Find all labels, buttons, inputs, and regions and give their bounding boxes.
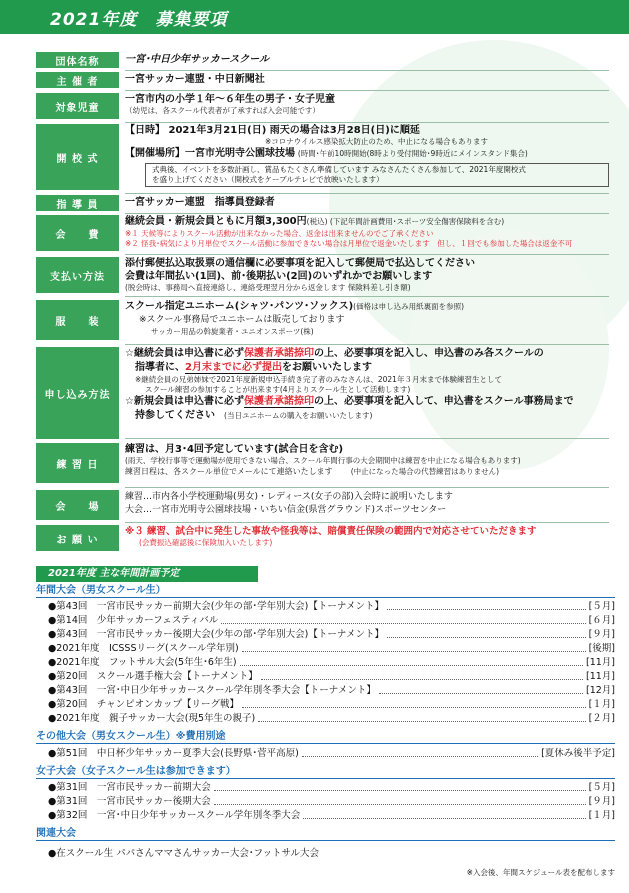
coach-text: 一宮サッカー連盟 指導員登録者: [125, 197, 275, 208]
apply-a2-red: 2月末までに必ず提出: [185, 362, 282, 373]
event-month: [５月]: [588, 601, 615, 612]
divider: [125, 213, 609, 214]
apply-a1-post: の上、必要事項を記入し、申込書のみ各スクールの: [313, 348, 544, 359]
leader-dots: [261, 671, 583, 680]
divider: [125, 487, 609, 488]
leader-dots: [214, 782, 586, 791]
event-item: [48, 657, 615, 669]
leader-dots: [242, 643, 586, 652]
uniform-line-3: サッカー用品の斡旋業者・ユニオンスポーツ(株): [151, 327, 314, 336]
venue-line-1: 練習…市内各小学校運動場(男女)・レディース(女子の部)入会時に説明いたします: [125, 492, 453, 502]
divider: [125, 193, 609, 194]
leader-dots: [240, 657, 583, 666]
event-month: [後期]: [588, 643, 615, 654]
event-name: ●第31回 一宮市民サッカー後期大会: [48, 796, 211, 807]
event-month: [２月]: [588, 713, 615, 724]
event-month: [12月]: [585, 685, 615, 696]
label-fee: 会 費: [36, 215, 119, 251]
apply-a1-red: 保護者承諾捺印: [243, 348, 314, 359]
event-name: ●第43回 一宮市民サッカー前期大会(少年の部･学年別大会)【トーナメント】: [48, 601, 384, 612]
event-name: ●2021年度 ICSSSリーグ(スクール学年別): [48, 643, 239, 654]
event-item: [48, 643, 615, 655]
leader-dots: [242, 699, 586, 708]
label-uniform: 服 装: [36, 300, 119, 340]
event-item: [48, 713, 615, 725]
event-item: [48, 615, 615, 627]
leader-dots: [303, 810, 585, 819]
event-name: ●第20回 スクール選手権大会【トーナメント】: [48, 671, 258, 682]
event-name: ●在スクール生 パパさんママさんサッカー大会･フットサル大会: [48, 848, 320, 859]
event-item: [48, 671, 615, 683]
apply-a2-post: をお願いいたします: [281, 362, 372, 373]
event-month: [６月]: [588, 615, 615, 626]
event-item: [48, 796, 615, 808]
leader-dots: [387, 601, 586, 610]
leader-dots: [379, 685, 583, 694]
label-opening: 開 校 式: [36, 124, 119, 190]
page-title: 2021年度 募集要項: [50, 10, 228, 30]
opening-venue: 【開催場所】一宮市光明寺公園球技場: [125, 148, 295, 159]
leader-dots: [302, 748, 538, 757]
uniform-line-1-note: (価格は申し込み用紙裏面を参照): [353, 302, 464, 311]
footnote: ※入会後、年間スケジュール表を配布します: [466, 868, 615, 877]
payment-line-3: (脱会時は、事務局へ直接連絡し、連絡受理翌月分から返金します 保険料差し引き額): [125, 283, 411, 292]
related-heading: 関連大会: [36, 827, 615, 841]
fee-amount-note: (税込) (下記年間計画費用･スポーツ安全傷害保険料を含む): [306, 217, 505, 226]
event-month: [11月]: [585, 657, 615, 668]
event-name: ●第31回 一宮市民サッカー前期大会: [48, 782, 211, 793]
label-team: 団体名称: [36, 52, 119, 68]
label-practice: 練 習 日: [36, 443, 119, 483]
opening-info-1: 式典後、イベントを多数計画し、賞品もたくさん準備しています みなさんたくさん参加して、2021年度開校式: [152, 165, 526, 174]
apply-a3: ※継続会員の兄弟姉妹で2021年度新規申込手続き完了者のみなさんは、2021年３月末まで体験練習生として: [135, 375, 502, 384]
apply-a1-pre: ☆継続会員は申込書に必ず: [125, 348, 244, 359]
event-name: ●2021年度 フットサル大会(5年生･6年生): [48, 657, 237, 668]
event-item: [48, 748, 615, 760]
leader-dots: [214, 796, 586, 805]
label-payment: 支払い方法: [36, 257, 119, 293]
opening-venue-note: (時間･午前10時開始(8時より受付開始･9時近にメインスタンド集合): [297, 149, 528, 158]
event-name: ●第43回 一宮･中日少年サッカースクール学年別冬季大会【トーナメント】: [48, 685, 376, 696]
practice-line-3-note: (中止になった場合の代替練習はありません): [350, 467, 500, 476]
event-name: ●2021年度 親子サッカー大会(現5年生の親子): [48, 713, 256, 724]
event-month: [９月]: [588, 629, 615, 640]
payment-line-1: 添付郵便払込取扱票の通信欄に必要事項を記入して郵便局で払込してください: [125, 258, 475, 269]
divider: [125, 70, 609, 71]
event-month: [１月]: [588, 810, 615, 821]
event-item: [48, 699, 615, 711]
apply-b2-note: (当日ユニホームの購入をお願いいたします): [224, 411, 373, 420]
apply-b1-post: の上、必要事項を記入して、申込書をスクール事務局まで: [313, 396, 574, 407]
fee-note-1: ※１ 天候等によりスクール活動が出来なかった場合、返金は出来ませんのでご了承ください: [125, 229, 434, 238]
other-heading: その他大会（男女スクール生）※費用別途: [36, 730, 615, 744]
title-bar: [0, 0, 629, 34]
label-apply: 申し込み方法: [36, 347, 119, 439]
event-item: [48, 810, 615, 822]
event-item: [48, 685, 615, 697]
event-month: [５月]: [588, 782, 615, 793]
apply-b1-pre: ☆新規会員は申込書に必ず: [125, 396, 244, 407]
label-host: 主 催 者: [36, 72, 119, 88]
payment-line-2: 会費は年間払い(1回)、前･後期払い(2回)のいずれかでお願いします: [125, 271, 433, 282]
apply-b2: 持参してください: [135, 410, 215, 421]
leader-dots: [387, 629, 586, 638]
event-month: [９月]: [588, 796, 615, 807]
divider: [125, 90, 609, 91]
plan-section-title: 2021年度 主な年間計画予定: [36, 566, 258, 582]
event-month: [１月]: [588, 699, 615, 710]
event-name: ●第43回 一宮市民サッカー後期大会(少年の部･学年別大会)【トーナメント】: [48, 629, 384, 640]
divider: [125, 296, 609, 297]
event-name: ●第20回 チャンピオンカップ【リーグ戦】: [48, 699, 239, 710]
target-text: 一宮市内の小学１年～６年生の男子・女子児童: [125, 94, 335, 105]
girls-heading: 女子大会（女子スクール生は参加できます）: [36, 765, 615, 779]
practice-line-2: (雨天、学校行事等で運動場が使用できない場合、スクール年間行事の大会期間中は練習を中止になる場合もあります): [125, 456, 521, 465]
request-line-2: (会費振込確認後に保険加入いたします): [139, 538, 273, 547]
apply-b1-red: 保護者承諾捺印: [243, 396, 314, 407]
uniform-line-1: スクール指定ユニホーム(シャツ･パンツ･ソックス): [125, 301, 354, 312]
opening-date-note: ※コロナウイルス感染拡大防止のため、中止になる場合もあります: [265, 137, 489, 146]
leader-dots: [221, 615, 585, 624]
opening-info-box: [145, 163, 609, 187]
divider: [125, 254, 609, 255]
venue-line-2: 大会…一宮市光明寺公園球技場・いちい信金(県営グラウンド)スポーツセンター: [125, 505, 447, 515]
divider: [125, 122, 609, 123]
opening-date: 【日時】 2021年3月21日(日) 雨天の場合は3月28日(日)に順延: [125, 125, 420, 136]
event-month: [11月]: [585, 671, 615, 682]
event-name: ●第51回 中日杯少年サッカー夏季大会(長野県･菅平高原): [48, 748, 299, 759]
divider: [125, 344, 609, 345]
event-name: ●第32回 一宮･中日少年サッカースクール学年別冬季大会: [48, 810, 301, 821]
event-name: ●第14回 少年サッカーフェスティバル: [48, 615, 219, 626]
label-venue: 会 場: [36, 490, 119, 520]
practice-line-1: 練習は、月3･4回予定しています(試合日を含む): [125, 444, 344, 455]
event-item: [48, 629, 615, 641]
event-item: [48, 782, 615, 794]
practice-line-3: 練習日程は、各スクール単位でメールにて連絡いたします: [125, 467, 333, 476]
divider: [125, 438, 609, 439]
leader-dots: [258, 713, 585, 722]
host-name: 一宮サッカー連盟・中日新聞社: [125, 74, 265, 85]
event-month: [夏休み後半予定]: [541, 748, 615, 759]
target-note: （幼児は、各スクール代表者が了承すれば入会可能です）: [125, 106, 320, 115]
apply-a4: スクール練習の参加することが出来ます(4月よりスクール生として活動します): [145, 385, 411, 394]
event-item: [48, 848, 615, 860]
fee-amount: 継続会員・新規会員ともに月額3,300円: [125, 216, 307, 227]
opening-info-2: を盛り上げてください（開校式をケーブルテレビで放映いたします）: [152, 175, 384, 184]
annual-heading: 年間大会（男女スクール生）: [36, 584, 615, 598]
divider: [125, 522, 609, 523]
event-item: [48, 601, 615, 613]
label-request: お 願 い: [36, 525, 119, 551]
request-line-1: ※３ 練習、試合中に発生した事故や怪我等は、賠償責任保険の範囲内で対応させていただきます: [125, 526, 537, 537]
label-target: 対象児童: [36, 93, 119, 119]
team-name: 一宮･中日少年サッカースクール: [125, 54, 270, 65]
label-coach: 指 導 員: [36, 195, 119, 211]
apply-a2-pre: 指導者に、: [135, 362, 185, 373]
uniform-line-2: ※スクール事務局でユニホームは販売しております: [139, 315, 345, 325]
fee-note-2: ※２ 怪我･病気により月単位でスクール活動に参加できない場合は月単位で返金いたします 但し、１回でも参加した場合は返金不可: [125, 239, 573, 248]
